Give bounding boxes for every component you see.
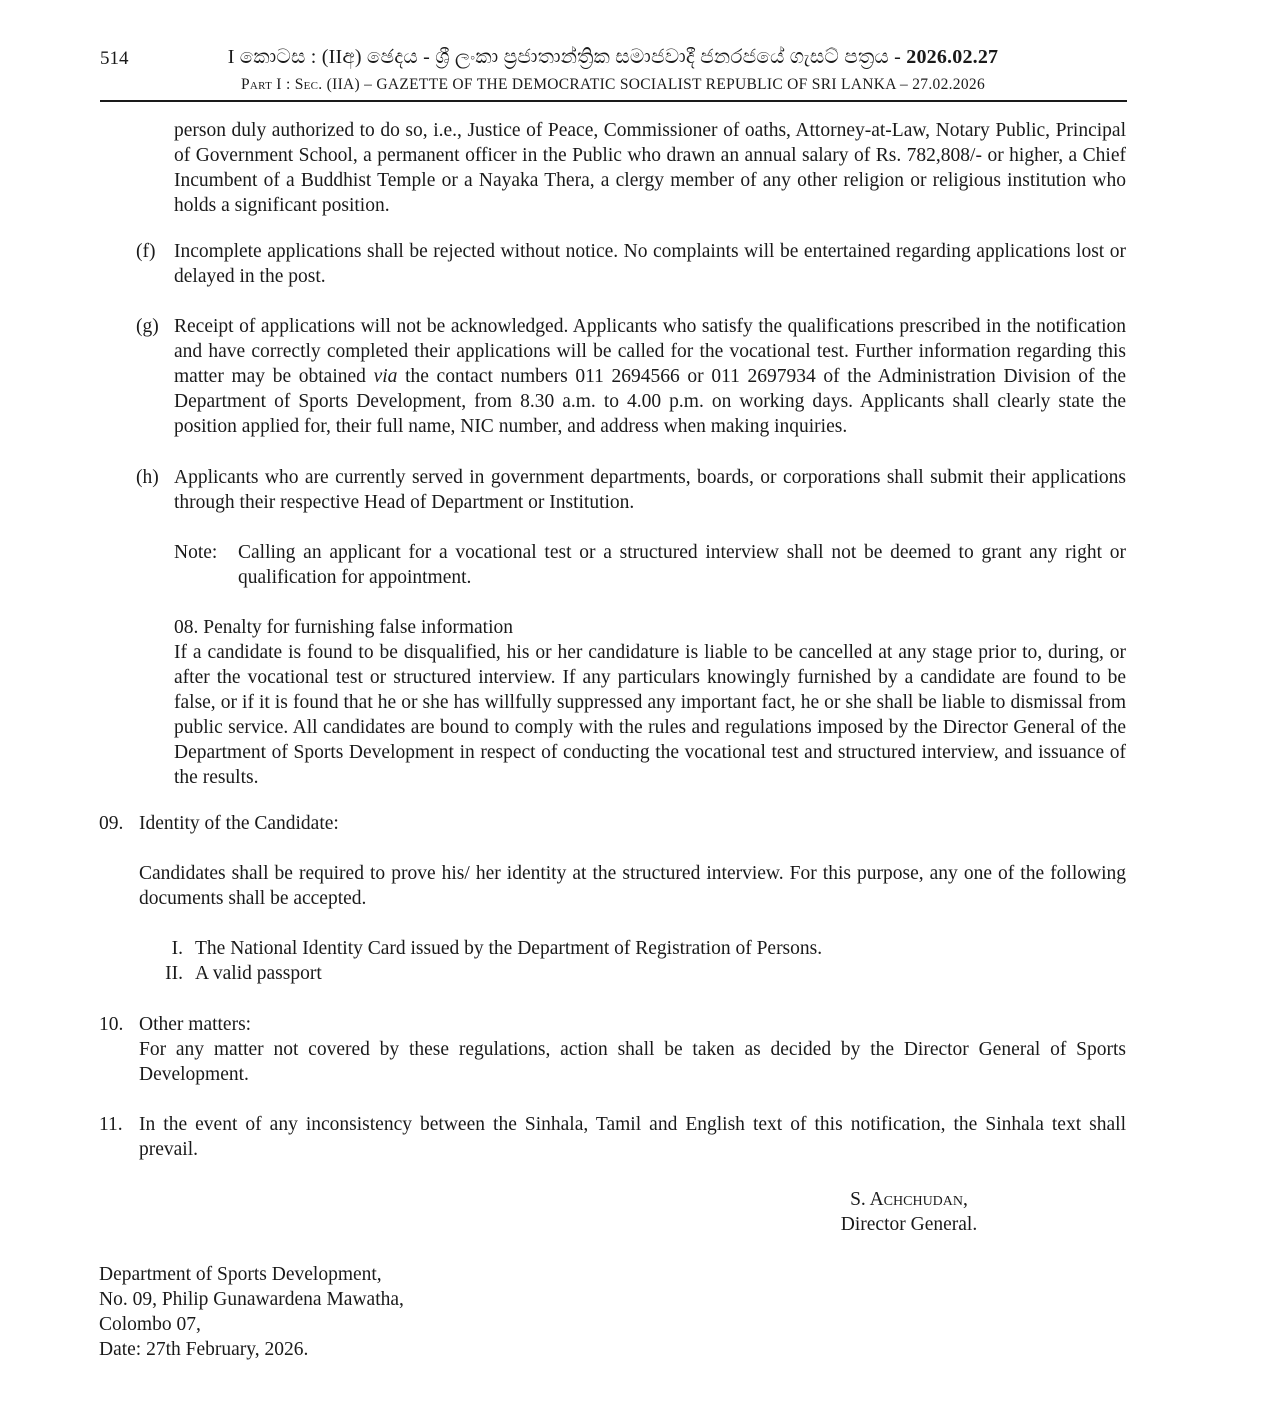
page-number: 514 <box>100 48 129 69</box>
section-08-text: If a candidate is found to be disqualified, his or her candidature is liable to be cancelled at any stage prior to, during, or after the vocational test or structured interview. If any particulars knowingly furnished by a candidate are found to be false, or if it is found that he or she has willfully suppressed any important fact, he or she shall be liable to dismissal from public service. All candidates are bound to comply with the rules and regulations imposed by the Director General of the Department of Sports Development in respect of conducting the vocational test and structured interview, and issuance of the results. <box>174 642 1126 788</box>
item-g-text <box>174 314 1126 439</box>
item-h-label: (h) <box>136 467 159 488</box>
section-10-heading: Other matters: <box>139 1014 252 1035</box>
item-f-text: Incomplete applications shall be rejected without notice. No complaints will be entertained regarding applications lost or delayed in the post. <box>174 241 1126 287</box>
signatory-title: Director General. <box>840 1214 978 1235</box>
header-rule <box>100 100 1127 102</box>
item-f-label: (f) <box>136 241 156 262</box>
address-line-1: Department of Sports Development, <box>99 1264 382 1285</box>
section-09-number: 09. <box>99 813 124 834</box>
section-09-text: Candidates shall be required to prove his/ her identity at the structured interview. For this purpose, any one of the following documents shall be accepted. <box>139 863 1126 909</box>
section-09-heading: Identity of the Candidate: <box>139 813 339 834</box>
item-h-text: Applicants who are currently served in government departments, boards, or corporations shall submit their applications through their respective Head of Department or Institution. <box>174 467 1126 513</box>
section-11-number: 11. <box>99 1114 123 1135</box>
note-label: Note: <box>174 542 218 563</box>
address-date: Date: 27th February, 2026. <box>99 1339 309 1360</box>
sinhala-header-title: I කොටස : (IIඅ) ඡෙදය - ශ්‍රී ලංකා ප්‍රජාතාන්ත්‍රික සමාජවාදී ජනරජයේ ගැසට් පත්‍රය - <box>227 46 902 68</box>
section-10-number: 10. <box>99 1014 124 1035</box>
continuation-paragraph: person duly authorized to do so, i.e., Justice of Peace, Commissioner of oaths, Attorney-at-Law, Notary Public, Principal of Government School, a permanent officer in the Public who drawn an annual salary of Rs. 782,808/- or higher, a Chief Incumbent of a Buddhist Temple or a Nayaka Thera, a clergy member of any other religion or religious institution who holds a significant position. <box>174 120 1126 216</box>
sinhala-header-date: 2026.02.27 <box>906 46 999 68</box>
address-line-3: Colombo 07, <box>99 1314 201 1335</box>
section-11-text: In the event of any inconsistency between the Sinhala, Tamil and English text of this notification, the Sinhala text shall prevail. <box>139 1114 1126 1160</box>
english-header <box>140 76 1086 94</box>
address-line-2: No. 09, Philip Gunawardena Mawatha, <box>99 1289 404 1310</box>
item-g-via: via <box>373 366 398 387</box>
doc-2-text: A valid passport <box>195 963 322 984</box>
note-text: Calling an applicant for a vocational test or a structured interview shall not be deemed to grant any right or qualification for appointment. <box>238 542 1126 588</box>
doc-1-text: The National Identity Card issued by the Department of Registration of Persons. <box>195 938 823 959</box>
item-g-text-end: the contact numbers 011 2694566 or 011 2697934 of the Administration Division of the Department of Sports Development, from 8.30 a.m. to 4.00 p.m. on working days. Applicants shall clearly state the position applied for, their full name, NIC number, and address when making inquiries. <box>174 366 1127 437</box>
english-header-title: (IIA) – GAZETTE OF THE DEMOCRATIC SOCIALIST REPUBLIC OF SRI LANKA – 27.02.2026 <box>326 76 986 93</box>
english-header-part: Part I : Sec. <box>240 76 323 93</box>
signatory-name: S. Achchudan, <box>850 1189 968 1210</box>
section-08-heading: 08. Penalty for furnishing false information <box>174 617 514 638</box>
sinhala-header <box>140 46 1086 69</box>
item-g-label: (g) <box>136 316 159 337</box>
item-g-text-start: Receipt of applications will not be acknowledged. Applicants who satisfy the qualifications prescribed in the notification and have correctly completed their applications will be called for the vocational test. Further information regarding this matter may be obtained <box>174 316 1126 387</box>
doc-2-number: II. <box>165 963 183 984</box>
section-10-text: For any matter not covered by these regulations, action shall be taken as decided by the Director General of Sports Development. <box>139 1039 1126 1085</box>
doc-1-number: I. <box>171 938 183 959</box>
